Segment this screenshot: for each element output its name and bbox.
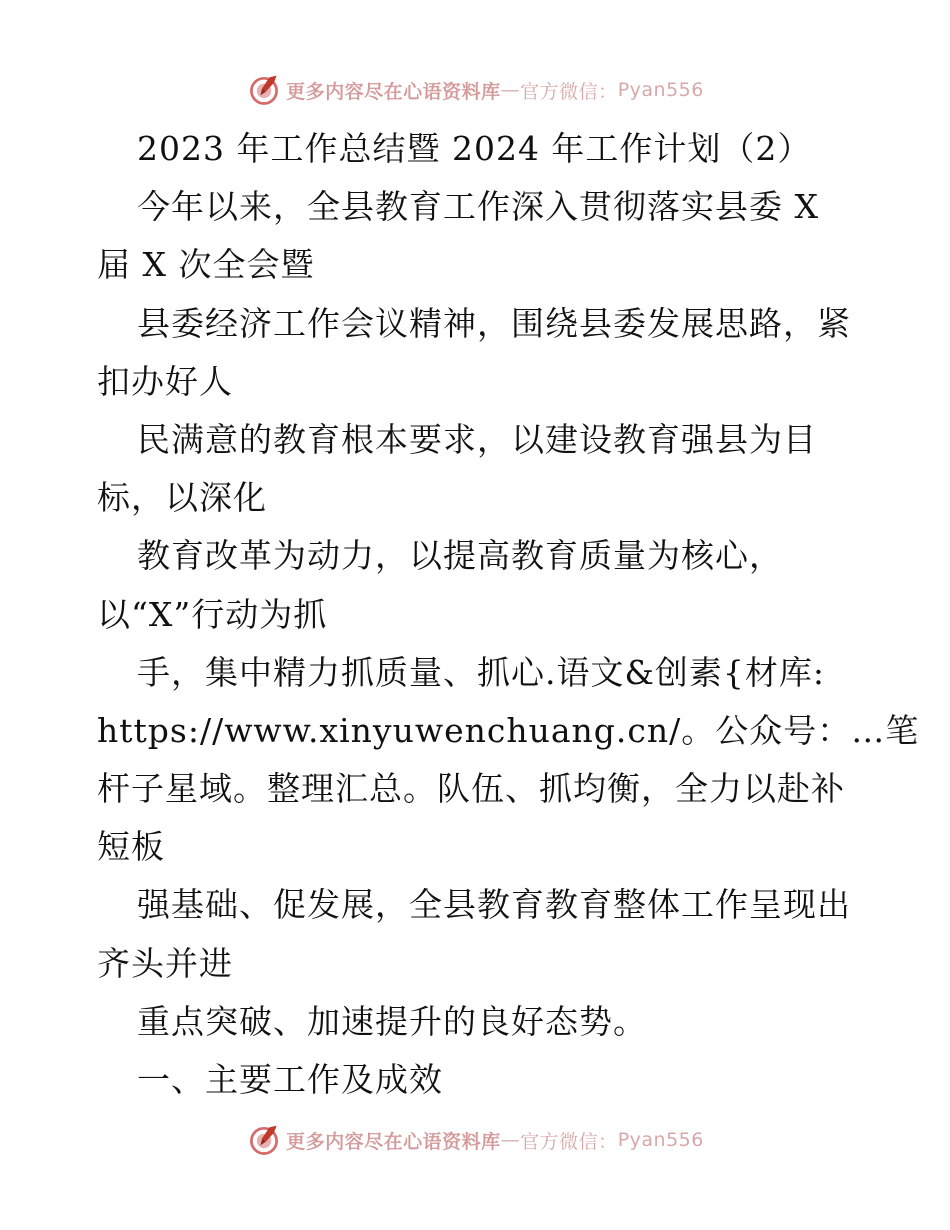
- paragraph-line: 手，集中精力抓质量、抓心.语文&创素{材库:: [137, 652, 825, 692]
- footer-wechat-id: Pyan556: [617, 1129, 704, 1151]
- header-watermark: [0, 68, 950, 112]
- header-brand-text: 更多内容尽在心语资料库: [286, 80, 501, 103]
- document-title: 2023 年工作总结暨 2024 年工作计划（2）: [137, 129, 812, 168]
- footer-dash: —: [500, 1129, 521, 1151]
- pen-nib-logo-icon: [246, 1122, 282, 1158]
- header-wechat-id: Pyan556: [617, 79, 704, 101]
- pen-nib-logo-icon: [246, 72, 282, 108]
- paragraph-line: 杆子星域。整理汇总。队伍、抓均衡，全力以赴补: [97, 769, 845, 809]
- paragraph-line: 以“X”行动为抓: [97, 594, 328, 634]
- header-dash: —: [500, 79, 521, 101]
- footer-brand-text: 更多内容尽在心语资料库: [286, 1130, 501, 1153]
- paragraph-line: 县委经济工作会议精神，围绕县委发展思路，紧: [137, 303, 851, 343]
- paragraph-line: 标，以深化: [97, 478, 267, 518]
- paragraph-line-url: https://www.xinyuwenchuang.cn/。公众号：…笔: [97, 710, 920, 750]
- footer-wechat-label: 官方微信：: [520, 1130, 618, 1153]
- paragraph-line: 扣办好人: [97, 361, 233, 401]
- paragraph-line: 届 X 次全会暨: [97, 245, 315, 285]
- paragraph-line: 短板: [97, 827, 165, 867]
- paragraph-line: 今年以来，全县教育工作深入贯彻落实县委 X: [137, 187, 819, 227]
- paragraph-line: 强基础、促发展，全县教育教育整体工作呈现出: [137, 885, 851, 925]
- paragraph-line: 民满意的教育根本要求，以建设教育强县为目: [137, 419, 817, 459]
- paragraph-line: 教育改革为动力，以提高教育质量为核心，: [137, 536, 783, 576]
- footer-watermark: [0, 1118, 950, 1162]
- paragraph-line: 重点突破、加速提升的良好态势。: [137, 1001, 647, 1041]
- section-heading: 一、主要工作及成效: [137, 1060, 443, 1099]
- document-body: [97, 120, 920, 1109]
- header-wechat-label: 官方微信：: [520, 80, 618, 103]
- paragraph-line: 齐头并进: [97, 943, 233, 983]
